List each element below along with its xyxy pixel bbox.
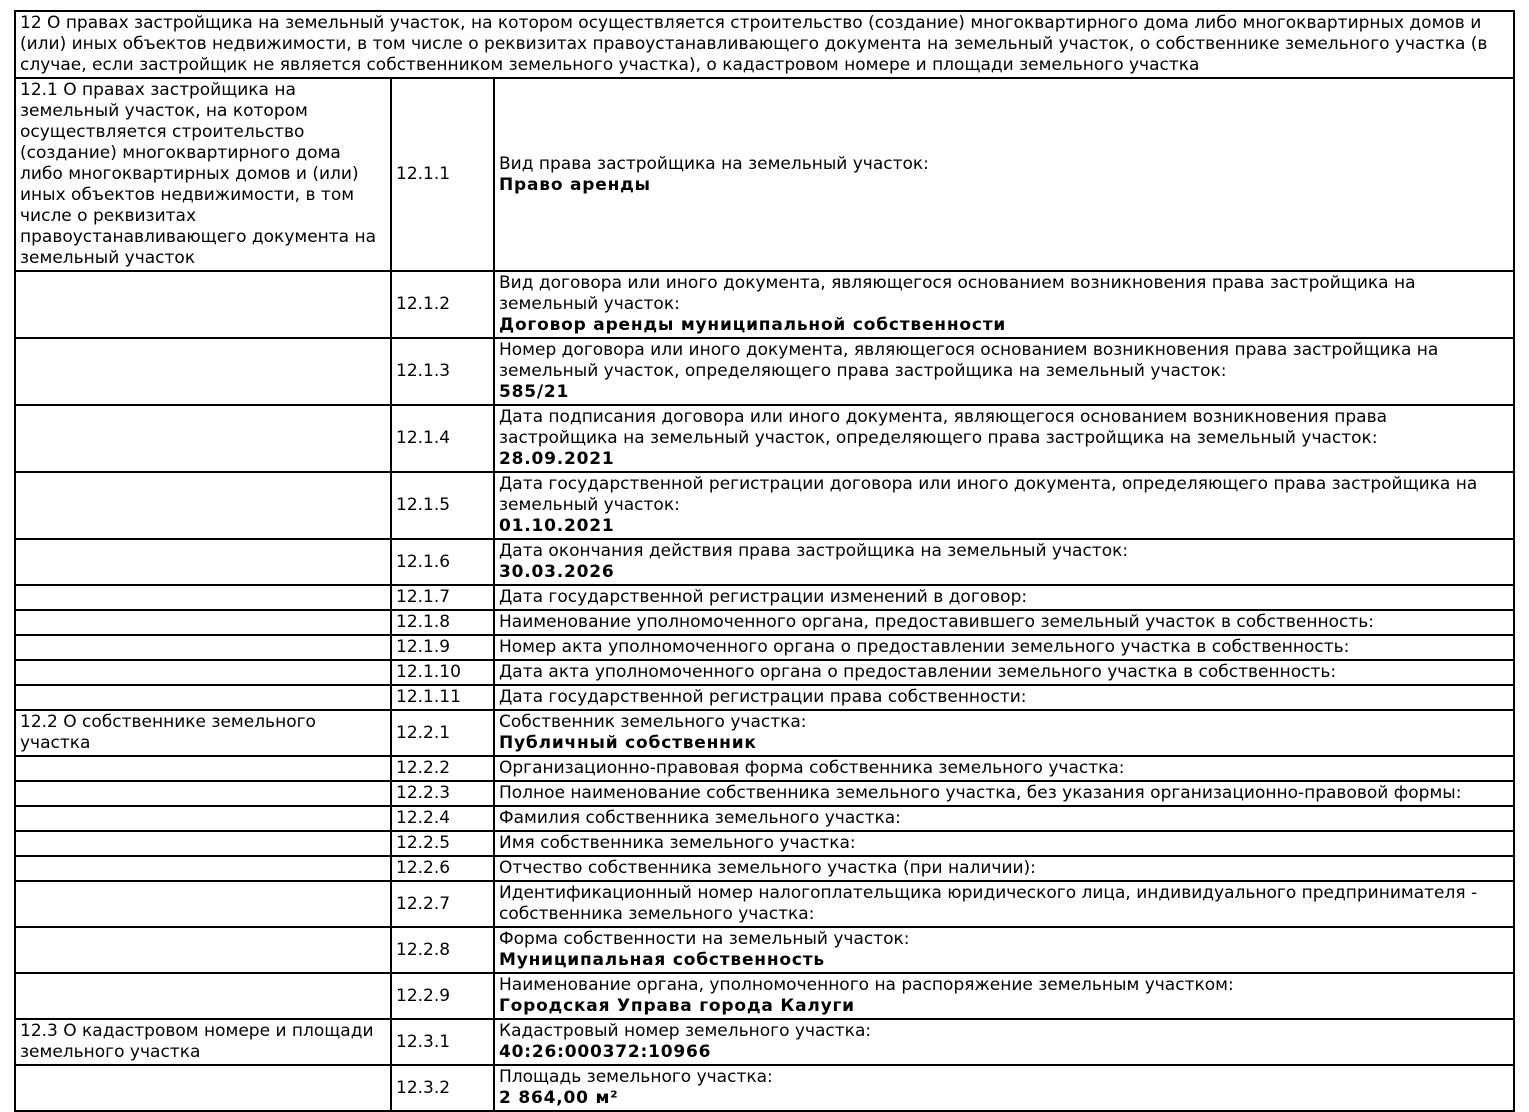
- section-title: 12.1 О правах застройщика на земельный участок, на котором осуществляется строительство (создание) многоквартирного дома либо многоквартирных домов и (или) иных объектов недвижимости, в том числе о реквизитах правоустанавливающего документа на земельный участок: [20, 80, 377, 268]
- item-number-cell: 12.2.2: [391, 756, 494, 781]
- item-number-cell: 12.2.6: [391, 856, 494, 881]
- field-label: Наименование уполномоченного органа, предоставившего земельный участок в собственность:: [499, 612, 1374, 632]
- item-number-cell: 12.2.3: [391, 781, 494, 806]
- item-number-cell: 12.1.4: [391, 405, 494, 472]
- field-label: Вид договора или иного документа, являющегося основанием возникновения права застройщика на земельный участок:: [499, 273, 1416, 314]
- section-cell: [15, 881, 391, 927]
- field-label: Дата государственной регистрации изменений в договор:: [499, 587, 1028, 607]
- item-number-cell: 12.2.8: [391, 927, 494, 973]
- item-number-cell: 12.1.1: [391, 78, 494, 271]
- field-label: Номер акта уполномоченного органа о предоставлении земельного участка в собственность:: [499, 637, 1350, 657]
- table-row: [15, 710, 1514, 756]
- field-label: Полное наименование собственника земельного участка, без указания организационно-правовой формы:: [499, 783, 1462, 803]
- field-cell: [494, 78, 1514, 271]
- table-row: [15, 660, 1514, 685]
- field-cell: [494, 1019, 1514, 1065]
- field-cell: [494, 405, 1514, 472]
- field-label: Дата акта уполномоченного органа о предоставлении земельного участка в собственность:: [499, 662, 1337, 682]
- item-number-cell: 12.2.7: [391, 881, 494, 927]
- section-cell: [15, 472, 391, 539]
- section-cell: [15, 539, 391, 585]
- table-row: [15, 585, 1514, 610]
- field-cell: [494, 660, 1514, 685]
- field-label: Дата окончания действия права застройщика на земельный участок:: [499, 541, 1129, 561]
- section-cell: [15, 781, 391, 806]
- section-cell: [15, 710, 391, 756]
- table-row: [15, 781, 1514, 806]
- field-label: Дата подписания договора или иного документа, являющегося основанием возникновения права застройщика на земельный участок, определяющего права застройщика на земельный участок:: [499, 407, 1388, 448]
- section-header-row: [15, 11, 1514, 78]
- section-cell: [15, 660, 391, 685]
- field-cell: [494, 1065, 1514, 1111]
- section-cell: [15, 78, 391, 271]
- item-number-cell: 12.1.11: [391, 685, 494, 710]
- field-cell: [494, 973, 1514, 1019]
- table-row: [15, 472, 1514, 539]
- field-cell: [494, 685, 1514, 710]
- section-cell: [15, 585, 391, 610]
- section-cell: [15, 756, 391, 781]
- section-cell: [15, 1065, 391, 1111]
- item-number-cell: 12.3.1: [391, 1019, 494, 1065]
- field-cell: [494, 338, 1514, 405]
- field-cell: [494, 635, 1514, 660]
- field-label: Кадастровый номер земельного участка:: [499, 1021, 872, 1041]
- item-number-cell: 12.1.10: [391, 660, 494, 685]
- table-row: [15, 856, 1514, 881]
- section-cell: [15, 806, 391, 831]
- section-cell: [15, 685, 391, 710]
- item-number-cell: 12.1.6: [391, 539, 494, 585]
- field-label: Имя собственника земельного участка:: [499, 833, 856, 853]
- item-number-cell: 12.1.5: [391, 472, 494, 539]
- table-body: [15, 11, 1514, 1111]
- field-value: Публичный собственник: [499, 733, 757, 753]
- field-label: Фамилия собственника земельного участка:: [499, 808, 901, 828]
- section-cell: [15, 610, 391, 635]
- table-row: [15, 78, 1514, 271]
- field-value: Муниципальная собственность: [499, 950, 825, 970]
- table-row: [15, 539, 1514, 585]
- item-number-cell: 12.1.9: [391, 635, 494, 660]
- field-label: Наименование органа, уполномоченного на распоряжение земельным участком:: [499, 975, 1234, 995]
- item-number-cell: 12.2.1: [391, 710, 494, 756]
- field-value: 585/21: [499, 382, 570, 402]
- field-cell: [494, 927, 1514, 973]
- table-row: [15, 635, 1514, 660]
- table-row: [15, 405, 1514, 472]
- section-title: 12.3 О кадастровом номере и площади земельного участка: [20, 1021, 374, 1062]
- table-row: [15, 927, 1514, 973]
- field-cell: [494, 710, 1514, 756]
- field-label: Собственник земельного участка:: [499, 712, 807, 732]
- section-cell: [15, 856, 391, 881]
- field-label: Идентификационный номер налогоплательщика юридического лица, индивидуального предпринимателя - собственника земельного участка:: [499, 883, 1478, 924]
- table-row: [15, 1019, 1514, 1065]
- field-label: Форма собственности на земельный участок:: [499, 929, 910, 949]
- table-row: [15, 685, 1514, 710]
- field-cell: [494, 806, 1514, 831]
- field-value: 40:26:000372:10966: [499, 1042, 712, 1062]
- field-cell: [494, 610, 1514, 635]
- table-row: [15, 973, 1514, 1019]
- field-value: Городская Управа города Калуги: [499, 996, 855, 1016]
- table-row: [15, 881, 1514, 927]
- field-cell: [494, 271, 1514, 338]
- item-number-cell: 12.1.7: [391, 585, 494, 610]
- field-cell: [494, 881, 1514, 927]
- field-value: Договор аренды муниципальной собственности: [499, 315, 1007, 335]
- section-cell: [15, 405, 391, 472]
- table-row: [15, 610, 1514, 635]
- field-value: 30.03.2026: [499, 562, 615, 582]
- field-cell: [494, 781, 1514, 806]
- field-label: Номер договора или иного документа, являющегося основанием возникновения права застройщика на земельный участок, определяющего права застройщика на земельный участок:: [499, 340, 1439, 381]
- table-row: [15, 756, 1514, 781]
- section-header: 12 О правах застройщика на земельный участок, на котором осуществляется строительство (создание) многоквартирного дома либо многоквартирных домов и (или) иных объектов недвижимости, в том числе о реквизитах правоустанавливающего документа на земельный участок, о собственнике земельного участка (в случае, если застройщик не является собственником земельного участка), о кадастровом номере и площади земельного участка: [15, 11, 1514, 78]
- field-label: Отчество собственника земельного участка (при наличии):: [499, 858, 1036, 878]
- section-cell: [15, 271, 391, 338]
- table-row: [15, 338, 1514, 405]
- section-cell: [15, 338, 391, 405]
- item-number-cell: 12.2.5: [391, 831, 494, 856]
- field-value: 01.10.2021: [499, 516, 615, 536]
- table-row: [15, 806, 1514, 831]
- declaration-table: [14, 10, 1515, 1112]
- table-row: [15, 831, 1514, 856]
- field-value: 28.09.2021: [499, 449, 615, 469]
- field-cell: [494, 856, 1514, 881]
- item-number-cell: 12.2.9: [391, 973, 494, 1019]
- item-number-cell: 12.2.4: [391, 806, 494, 831]
- field-label: Площадь земельного участка:: [499, 1067, 773, 1087]
- item-number-cell: 12.3.2: [391, 1065, 494, 1111]
- section-cell: [15, 831, 391, 856]
- field-cell: [494, 539, 1514, 585]
- section-cell: [15, 927, 391, 973]
- section-cell: [15, 1019, 391, 1065]
- field-cell: [494, 472, 1514, 539]
- field-label: Дата государственной регистрации договора или иного документа, определяющего права застройщика на земельный участок:: [499, 474, 1478, 515]
- item-number-cell: 12.1.2: [391, 271, 494, 338]
- field-label: Организационно-правовая форма собственника земельного участка:: [499, 758, 1125, 778]
- field-label: Вид права застройщика на земельный участок:: [499, 153, 929, 174]
- section-cell: [15, 973, 391, 1019]
- field-value: 2 864,00 м²: [499, 1088, 619, 1108]
- item-number-cell: 12.1.3: [391, 338, 494, 405]
- field-value: Право аренды: [499, 174, 651, 195]
- item-number-cell: 12.1.8: [391, 610, 494, 635]
- field-label: Дата государственной регистрации права собственности:: [499, 687, 1027, 707]
- field-cell: [494, 756, 1514, 781]
- table-row: [15, 271, 1514, 338]
- section-cell: [15, 635, 391, 660]
- table-row: [15, 1065, 1514, 1111]
- section-title: 12.2 О собственнике земельного участка: [20, 712, 316, 753]
- field-cell: [494, 585, 1514, 610]
- field-cell: [494, 831, 1514, 856]
